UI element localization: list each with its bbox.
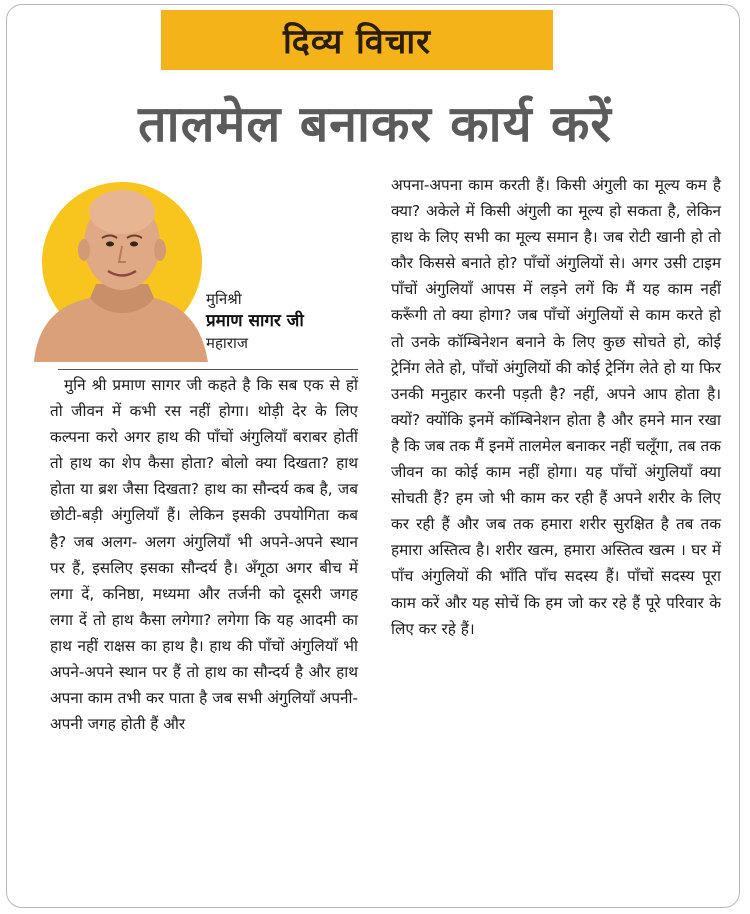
byline-suffix: महाराज <box>206 334 248 352</box>
section-label <box>161 10 553 70</box>
portrait-monk-icon <box>30 172 210 362</box>
article-column-left <box>50 372 358 737</box>
author-byline <box>206 288 304 354</box>
section-label-text: दिव्य विचार <box>282 22 432 62</box>
byline-prefix: मुनिश्री <box>206 290 242 308</box>
byline-name: प्रमाण सागर जी <box>206 311 304 331</box>
article-column-right <box>391 172 721 642</box>
article-text-right: अपना-अपना काम करती हैं। किसी अंगुली का मूल्य कम है क्या? अकेले में किसी अंगुली का मूल्य हो सकता है, लेकिन हाथ के लिए सभी का मूल्य समान है। जब रोटी खानी हो तो कौर किससे बनाते हो? पाँचों अंगुलियों से। अगर उसी टाइम पाँचों अंगुलियाँ आपस में लड़ने लगें कि मैं यह काम नहीं करूँगी तो क्या होगा? जब पाँचों अंगुलियों से काम करते हो तो उनके कॉम्बिनेशन बनाने के लिए कुछ सोचते हो, कोई ट्रेनिंग लेते हो, पाँचों अंगुलियों की कोई ट्रेनिंग लेते हो या फिर उनकी मनुहार करनी पड़ती है? नहीं, अपने आप होता है। क्यों? क्योंकि इनमें कॉम्बिनेशन होता है और हमने मान रखा है कि जब तक मैं इनमें तालमेल बनाकर नहीं चलूँगा, तब तक जीवन का कोई काम नहीं होगा। यह पाँचों अंगुलियाँ क्या सोचती हैं? हम जो भी काम कर रही हैं अपने शरीर के लिए कर रही हैं और जब तक हमारा शरीर सुरक्षित है तब तक हमारा अस्तित्व है। शरीर खत्म, हमारा अस्तित्व खत्म । घर में पाँच अंगुलियों की भाँति पाँच सदस्य हैं। पाँचों सदस्य पूरा काम करें और यह सोचें कि हम जो कर रहे हैं पूरे परिवार के लिए कर रहे हैं। <box>391 176 721 638</box>
author-photo <box>30 172 210 362</box>
divider <box>58 369 358 370</box>
headline: तालमेल बनाकर कार्य करें <box>138 95 612 153</box>
article-text-left: मुनि श्री प्रमाण सागर जी कहते है कि सब एक से हों तो जीवन में कभी रस नहीं होगा। थोड़ी देर के लिए कल्पना करो अगर हाथ की पाँचों अंगुलियाँ बराबर होतीं तो हाथ का शेप कैसा होता? बोलो क्या दिखता? हाथ होता या ब्रश जैसा दिखता? हाथ का सौन्दर्य कब है, जब छोटी-बड़ी अंगुलियाँ हैं। लेकिन इसकी उपयोगिता कब है? जब अलग- अलग अंगुलियाँ भी अपने-अपने स्थान पर हैं, इसलिए इसका सौन्दर्य है। अँगूठा अगर बीच में लगा दें, कनिष्ठा, मध्यमा और तर्जनी को दूसरी जगह लगा दें तो हाथ कैसा लगेगा? लगेगा कि यह आदमी का हाथ नहीं राक्षस का हाथ है। हाथ की पाँचों अंगुलियाँ भी अपने-अपने स्थान पर हैं तो हाथ का सौन्दर्य है और हाथ अपना काम तभी कर पाता है जब सभी अंगुलियाँ अपनी-अपनी जगह होती हैं और <box>50 376 358 734</box>
